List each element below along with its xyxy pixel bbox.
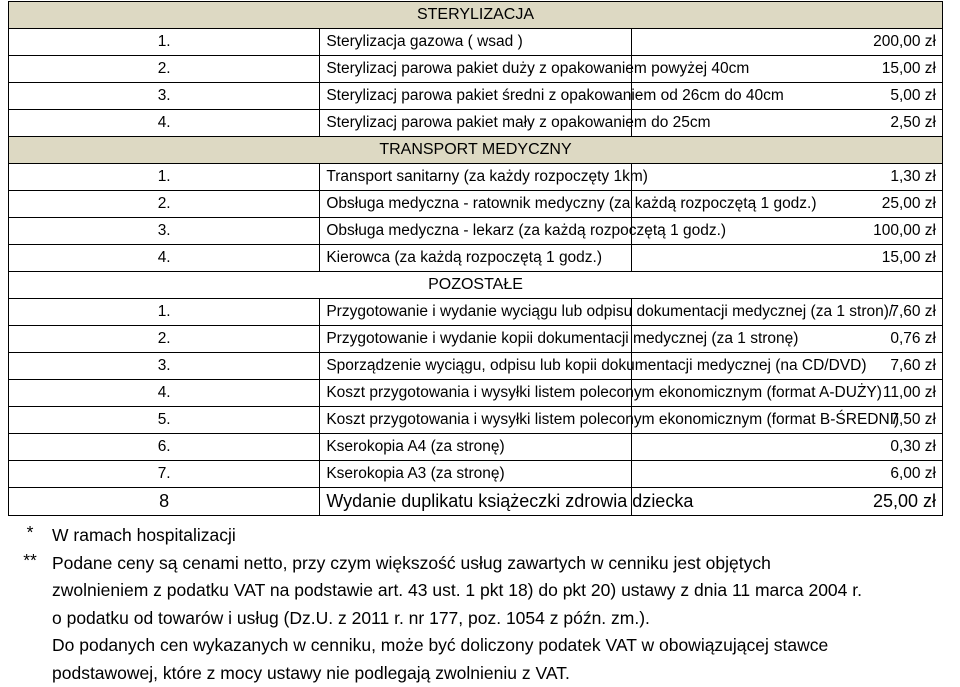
price-row [9,353,943,380]
row-number: 2. [9,326,320,353]
service-name: Sterylizacj parowa pakiet mały z opakowaniem do 25cm [320,110,631,137]
row-number: 2. [9,191,320,218]
service-name: Sporządzenie wyciągu, odpisu lub kopii dokumentacji medycznej (na CD/DVD) [320,353,631,380]
price-row [9,407,943,434]
service-price: 15,00 zł [631,56,942,83]
footnote-mark: ** [8,550,52,687]
row-number: 4. [9,380,320,407]
price-row [9,191,943,218]
service-price: 6,00 zł [631,461,942,488]
service-price: 15,00 zł [631,245,942,272]
service-price: 1,30 zł [631,164,942,191]
price-row [9,488,943,516]
service-name: Koszt przygotowania i wysyłki listem poleconym ekonomicznym (format A-DUŻY) [320,380,631,407]
price-list-table [8,1,943,516]
footnote [8,522,960,550]
service-price: 200,00 zł [631,29,942,56]
service-name: Sterylizacj parowa pakiet średni z opakowaniem od 26cm do 40cm [320,83,631,110]
row-number: 3. [9,218,320,245]
price-row [9,218,943,245]
price-row [9,299,943,326]
service-name: Obsługa medyczna - lekarz (za każdą rozpoczętą 1 godz.) [320,218,631,245]
price-list-body [9,2,943,516]
service-name: Kserokopia A3 (za stronę) [320,461,631,488]
footnote-line: W ramach hospitalizacji [52,522,960,550]
footnote-line: Podane ceny są cenami netto, przy czym większość usług zawartych w cenniku jest objętych [52,550,960,578]
row-number: 8 [9,488,320,516]
service-price: 7,60 zł [631,299,942,326]
row-number: 3. [9,83,320,110]
footnote-mark: * [8,522,52,550]
row-number: 3. [9,353,320,380]
service-price: 2,50 zł [631,110,942,137]
row-number: 5. [9,407,320,434]
section-title: TRANSPORT MEDYCZNY [9,137,943,164]
section-header [9,2,943,29]
service-name: Obsługa medyczna - ratownik medyczny (za każdą rozpoczętą 1 godz.) [320,191,631,218]
service-name: Kierowca (za każdą rozpoczętą 1 godz.) [320,245,631,272]
row-number: 6. [9,434,320,461]
service-name: Sterylizacja gazowa ( wsad ) [320,29,631,56]
service-price: 11,00 zł [631,380,942,407]
service-price: 25,00 zł [631,191,942,218]
price-row [9,380,943,407]
section-header [9,272,943,299]
footnote-line: podstawowej, które z mocy ustawy nie podlegają zwolnieniu z VAT. [52,660,960,687]
row-number: 1. [9,29,320,56]
service-name: Transport sanitarny (za każdy rozpoczęty 1km) [320,164,631,191]
section-title: STERYLIZACJA [9,2,943,29]
service-price: 7,60 zł [631,353,942,380]
price-row [9,83,943,110]
row-number: 2. [9,56,320,83]
section-title: POZOSTAŁE [9,272,943,299]
service-name: Przygotowanie i wydanie kopii dokumentacji medycznej (za 1 stronę) [320,326,631,353]
service-price: 0,30 zł [631,434,942,461]
service-name: Sterylizacj parowa pakiet duży z opakowaniem powyżej 40cm [320,56,631,83]
service-price: 25,00 zł [631,488,942,516]
footnote-line: zwolnieniem z podatku VAT na podstawie art. 43 ust. 1 pkt 18) do pkt 20) ustawy z dnia 11 marca 2004 r. [52,577,960,605]
footnote-line: Do podanych cen wykazanych w cenniku, może być doliczony podatek VAT w obowiązującej stawce [52,632,960,660]
row-number: 7. [9,461,320,488]
row-number: 4. [9,110,320,137]
price-row [9,461,943,488]
service-price: 7,50 zł [631,407,942,434]
price-row [9,56,943,83]
service-name: Wydanie duplikatu książeczki zdrowia dziecka [320,488,631,516]
footnotes [8,522,960,687]
price-row [9,434,943,461]
row-number: 4. [9,245,320,272]
price-row [9,245,943,272]
service-name: Koszt przygotowania i wysyłki listem poleconym ekonomicznym (format B-ŚREDNI) [320,407,631,434]
section-header [9,137,943,164]
price-row [9,164,943,191]
price-row [9,29,943,56]
service-price: 100,00 zł [631,218,942,245]
service-price: 5,00 zł [631,83,942,110]
service-name: Kserokopia A4 (za stronę) [320,434,631,461]
service-price: 0,76 zł [631,326,942,353]
price-row [9,110,943,137]
footnote [8,550,960,687]
row-number: 1. [9,299,320,326]
service-name: Przygotowanie i wydanie wyciągu lub odpisu dokumentacji medycznej (za 1 stron)/ [320,299,631,326]
price-row [9,326,943,353]
footnote-line: o podatku od towarów i usług (Dz.U. z 2011 r. nr 177, poz. 1054 z późn. zm.). [52,605,960,633]
row-number: 1. [9,164,320,191]
